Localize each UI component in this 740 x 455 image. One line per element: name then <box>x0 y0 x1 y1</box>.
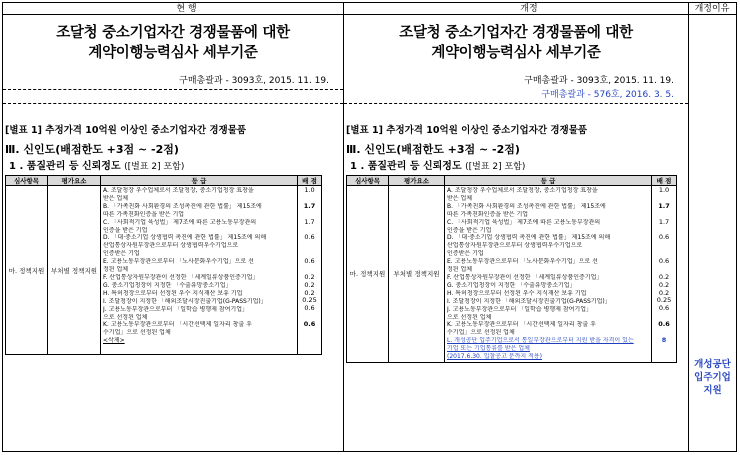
cell-criteria <box>445 186 652 363</box>
added-criteria-line: L. 개성공단 입주기업으로서 통일부장관으로부터 지원 받을 자격이 있는 <box>447 337 634 345</box>
criteria-line: 으로 선정된 업체 <box>447 313 492 321</box>
criteria-line: C. 「사회적기업 육성법」 제7조에 따른 고용노동부장관의 <box>447 218 601 226</box>
current-column <box>3 15 343 451</box>
criteria-line: B. 「가족친화 사회환경의 조성촉진에 관한 법률」 제15조에 <box>447 202 606 210</box>
doc-title-line2: 계약이행능력심사 세부기준 <box>431 45 601 61</box>
added-criteria-line: (2017.6.30. 입찰공고 분까지 적용) <box>447 353 543 361</box>
criteria-line: B. 「가족친화 사회환경의 조성촉진에 관한 법률」 제15조에 <box>103 202 262 210</box>
score-value: 1.0 <box>658 186 670 194</box>
score-value: 0.6 <box>304 304 315 313</box>
reason-column <box>689 15 736 451</box>
criteria-line: K. 고용노동부장관으로부터 「시간선택제 일자리 창출 우 <box>103 321 252 329</box>
criteria-line: 산업통상자원부장관으로부터 상생협력우수기업으로 <box>447 242 583 250</box>
criteria-line: D. 「대·중소기업 상생협력 촉진에 관한 법률」 제15조에 의해 <box>447 234 611 242</box>
th-element: 평가요소 <box>389 176 445 186</box>
criteria-line: F. 산업통상자원부장관이 선정한 「세계일류상품인증기업」 <box>103 273 259 281</box>
item-heading <box>350 157 525 172</box>
score-value <box>298 242 321 250</box>
comparison-table <box>2 2 737 452</box>
header-revised: 개정 <box>370 3 688 15</box>
score-value: 1.7 <box>658 217 670 226</box>
annex-heading: [별표 1] 추정가격 10억원 이상인 중소기업자간 경쟁물품 <box>5 125 247 136</box>
th-category: 심사항목 <box>347 176 389 186</box>
section-heading: Ⅲ. 신인도(배점한도 +3점 ~ -2점) <box>346 143 520 156</box>
reason-line: 개성공단 <box>694 359 731 370</box>
cell-scores <box>652 186 677 363</box>
cell-element: 부처별 정책지원 <box>48 186 101 355</box>
score-value: 1.7 <box>304 217 315 226</box>
item-ref: ([별표 2] 포함) <box>465 162 526 172</box>
criteria-line: 정된 업체 <box>103 266 129 274</box>
th-criteria: 등 급 <box>101 176 298 186</box>
score-value: 1.0 <box>304 186 315 194</box>
cell-element: 부처별 정책지원 <box>389 186 445 363</box>
criteria-line: 인증을 받은 기업 <box>447 226 492 234</box>
criteria-line: A. 조달청장 우수업체로서 조달청장, 중소기업청장 표창을 <box>103 187 254 194</box>
divider <box>3 89 343 90</box>
criteria-line: G. 중소기업청장이 지정한 「수출유망중소기업」 <box>447 281 576 289</box>
criteria-line: 따른 가족친화인증을 받은 기업 <box>447 210 529 218</box>
score-value <box>652 242 676 250</box>
revised-column <box>344 15 688 451</box>
divider <box>344 103 688 104</box>
doc-title-line1: 조달청 중소기업자간 경쟁물품에 대한 <box>56 25 290 41</box>
added-score: 8 <box>661 335 667 344</box>
criteria-line: 산업통상자원부장관으로부터 상생협력우수기업으로 <box>103 242 239 250</box>
divider <box>3 103 343 104</box>
th-element: 평가요소 <box>48 176 101 186</box>
cell-category: 마. 정책지원 <box>347 186 389 363</box>
criteria-line: I. 조달청장이 지정한 「해외조달시장진출기업(G-PASS기업)」 <box>103 297 267 305</box>
criteria-line: 인증받은 기업 <box>103 250 140 258</box>
score-value: 0.2 <box>658 272 670 281</box>
criteria-line: 수기업」으로 선정된 업체 <box>103 329 171 337</box>
score-value: 0.2 <box>658 280 670 289</box>
cell-category: 마. 정책지원 <box>6 186 48 355</box>
header-current: 현 행 <box>3 3 370 15</box>
criteria-line: F. 산업통상자원부장관이 선정한 「세계일류상품인증기업」 <box>447 273 603 281</box>
criteria-table <box>5 175 322 355</box>
revision-date: 구매총괄과 - 576호, 2016. 3. 5. <box>541 90 674 100</box>
score-value <box>298 329 321 337</box>
item-ref: ([별표 2] 포함) <box>124 162 185 172</box>
criteria-table <box>346 175 677 363</box>
score-value: 0.2 <box>304 288 315 297</box>
criteria-line: 으로 선정된 업체 <box>103 313 148 321</box>
score-value: 0.6 <box>658 304 670 313</box>
added-criteria-line: 기업 또는 기업통류를 받은 업체 <box>447 345 530 353</box>
score-value: 1.7 <box>658 201 670 210</box>
criteria-line: H. 특허청장으로부터 선정된 우수 지식재산 보유 기업 <box>103 289 243 297</box>
score-value: 0.2 <box>304 272 315 281</box>
issue-date: 구매총괄과 - 3093호, 2015. 11. 19. <box>524 76 674 86</box>
score-value: 0.25 <box>656 296 672 305</box>
header-reason: 개정이유 <box>688 3 736 15</box>
revision-reason <box>689 358 736 397</box>
reason-line: 지원 <box>703 385 722 396</box>
deleted-marker: <삭제> <box>103 337 125 345</box>
criteria-line: D. 「대·중소기업 상생협력 촉진에 관한 법률」 제15조에 의해 <box>103 234 267 242</box>
criteria-line: C. 「사회적기업 육성법」 제7조에 따른 고용노동부장관의 <box>103 218 257 226</box>
criteria-line: H. 특허청장으로부터 선정된 우수 지식재산 보유 기업 <box>447 289 587 297</box>
criteria-line: J. 고용노동부장관으로부터 「일학습 병행제 참여기업」 <box>447 305 593 313</box>
criteria-line: 정된 업체 <box>447 266 473 274</box>
issue-date: 구매총괄과 - 3093호, 2015. 11. 19. <box>179 76 329 86</box>
criteria-line: G. 중소기업청장이 지정한 「수출유망중소기업」 <box>103 281 232 289</box>
cell-scores <box>298 186 322 355</box>
cell-criteria <box>101 186 298 355</box>
doc-title-line1: 조달청 중소기업자간 경쟁물품에 대한 <box>399 25 633 41</box>
score-value: 0.2 <box>658 288 670 297</box>
criteria-line: I. 조달청장이 지정한 「해외조달시장진출기업(G-PASS기업)」 <box>447 297 611 305</box>
score-value: 1.7 <box>303 201 316 210</box>
criteria-line: A. 조달청장 우수업체로서 조달청장, 중소기업청장 표창을 <box>447 187 598 194</box>
criteria-line: 인증받은 기업 <box>447 250 484 258</box>
score-value: 0.6 <box>658 257 670 266</box>
th-criteria: 등 급 <box>445 176 652 186</box>
criteria-line: E. 고용노동부장관으로부터 「노사문화우수기업」으로 선 <box>447 258 598 266</box>
criteria-line: 수기업」으로 선정된 업체 <box>447 329 515 337</box>
th-score: 배 점 <box>298 176 322 186</box>
score-value: 0.25 <box>302 296 317 305</box>
score-value: 0.6 <box>303 320 316 329</box>
criteria-line: 받은 업체 <box>447 194 473 202</box>
criteria-line: 받은 업체 <box>103 194 129 202</box>
item-heading <box>9 157 184 172</box>
score-value: 0.6 <box>658 320 670 329</box>
criteria-line: E. 고용노동부장관으로부터 「노사문화우수기업」으로 선 <box>103 258 254 266</box>
doc-title-line2: 계약이행능력심사 세부기준 <box>88 45 258 61</box>
annex-heading: [별표 1] 추정가격 10억원 이상인 중소기업자간 경쟁물품 <box>346 125 588 136</box>
reason-line: 입주기업 <box>694 372 731 383</box>
criteria-line: 인증을 받은 기업 <box>103 226 148 234</box>
item-label: 1 . 품질관리 등 신뢰정도 <box>9 161 121 172</box>
score-value: 0.6 <box>658 233 670 242</box>
score-value: 0.6 <box>304 233 315 242</box>
item-label: 1 . 품질관리 등 신뢰정도 <box>350 161 462 172</box>
th-score: 배 점 <box>652 176 677 186</box>
score-value: 0.6 <box>304 257 315 266</box>
section-heading: Ⅲ. 신인도(배점한도 +3점 ~ -2점) <box>5 143 179 156</box>
th-category: 심사항목 <box>6 176 48 186</box>
criteria-line: K. 고용노동부장관으로부터 「시간선택제 일자리 창출 우 <box>447 321 596 329</box>
score-value: 0.2 <box>304 280 315 289</box>
criteria-line: 따른 가족친화인증을 받은 기업 <box>103 210 185 218</box>
criteria-line: J. 고용노동부장관으로부터 「일학습 병행제 참여기업」 <box>103 305 249 313</box>
